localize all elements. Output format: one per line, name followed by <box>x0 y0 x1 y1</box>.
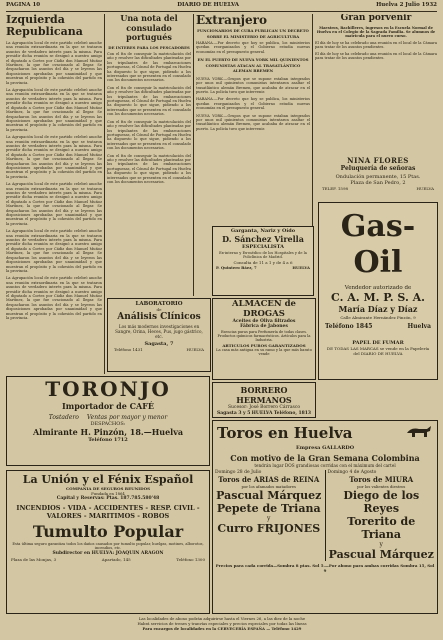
paper-name: DIARIO DE HUELVA <box>177 2 240 8</box>
ad-laboratorio <box>107 298 211 372</box>
corrida-sub: por los afamados matadores <box>241 484 296 489</box>
ad-title-de: de <box>156 307 162 312</box>
article-subtitle-2: EN EL PUERTO DE NUEVA YORK MIL QUINIENTOS COMUNISTAS ATACAN AL TRASATLÁNTICO ALEMAN BREMEN <box>197 57 309 74</box>
ad-phone: Teléfono 1300 <box>176 557 205 562</box>
ad-phone: Teléfono, 1813 <box>273 411 311 416</box>
ad-title: TORONJO <box>45 377 171 401</box>
ad-title: ALMACEN de DROGAS <box>232 299 296 319</box>
ad-body: Ex-interno y Ex-médico de los Hospitales y de la Policlínica de Madrid. <box>219 251 307 259</box>
ad-phone: Teléfono 1431 <box>114 347 143 352</box>
column-divider <box>193 14 194 296</box>
article-body: Con el fin de conseguir la matriculación del año y resolver las dificultades planteadas por los tripulantes de las embarcaciones portuguesas, el Cónsul de Portugal en Huelva ha dispuesto lo que sigue, pidiendo a los interesados que se presenten en el consulado con los documentos necesarios. <box>107 52 191 83</box>
ad-borrero <box>212 382 316 418</box>
ad-specialty: ESPECIALISTA <box>242 244 284 250</box>
article-body-cont2: NUEVA YORK.—Grupos que se supone estaban integrados por unos mil quinientos comunistas intentaron asaltar el trasatlántico alemán Bremen, que acababa de atracar en el puerto. La policía tuvo que intervenir. <box>196 113 310 131</box>
corrida-date: Domingo 4 de Agosto <box>327 470 377 475</box>
article-title: Extranjero <box>196 14 267 27</box>
ad-title: NINA FLORES <box>347 156 409 165</box>
ad-toros <box>212 420 438 614</box>
matador-3: Pascual Márquez <box>328 548 434 561</box>
ad-empresa: Empresa GALLARDO <box>295 445 355 451</box>
ad-capital: Capital y Reservas: Ptas. 187.785.580'48 <box>56 496 160 501</box>
article-consulado <box>107 14 191 294</box>
ad-subtitle: COMPAÑIA DE SEGUROS REUNIDOS <box>65 486 150 491</box>
ad-subtitle: Sucesor: José Borrero Cárrasco <box>227 405 301 410</box>
ad-subtitle: Análisis Clínicos <box>117 312 201 322</box>
article-subtitle: DE INTERES PARA LOS PESCADORES <box>108 44 190 50</box>
ad-classified-title: PAPEL DE FUMAR <box>352 340 404 346</box>
article-body-cont3: Con el fin de conseguir la matriculación del año y resolver las dificultades planteadas por los tripulantes de las embarcaciones portuguesas, el Cónsul de Portugal en Huelva ha dispuesto lo que sigue, pidiendo a los interesados que se presenten en el consulado con los documentos necesarios. <box>107 153 191 184</box>
corrida-1 <box>213 470 326 561</box>
matador-1: Diego de los Reyes <box>343 489 420 515</box>
ad-line4: ARTICULOS PUROS GARANTIZADOS <box>222 343 306 348</box>
ad-city: HUELVA <box>251 411 273 416</box>
ad-gasoil <box>318 202 438 380</box>
ad-address: Plaza de San Pedro, 2 <box>350 180 406 186</box>
ad-city: HUELVA <box>416 186 434 191</box>
ad-title: La Unión y el Fénix Español <box>22 473 194 486</box>
corrida-bulls: Toros de MIURA <box>349 475 414 484</box>
ad-promo: Ondulación permanente, 15 Ptas. <box>335 174 421 180</box>
article-body-cont3: La Agrupación local de este partido celebró anoche una reunión extraordinaria en la que se trataron asuntos de verdadero interés para la misma. Para presidir dicha reunión se designó a nuestro amigo el diputado a Cortes por Cádiz don Manuel Muñoz Martínez, la que fue ovacionado al llegar. Se despacharon los asuntos del día y se leyeron las disposiciones aprobadas por unanimidad y que muestran el propósito y la cohesión del partido en la provincia. <box>6 182 102 226</box>
ad-prices: Precios para cada corrida—Sombra 8 ptas. Sol 5.—Por abono para ambas corridas Sombra 15, Sol 9 <box>215 563 435 573</box>
ad-city: Huelva <box>407 323 431 330</box>
ad-garganta <box>212 226 314 296</box>
ad-almacen <box>212 298 316 380</box>
ad-line2: Fábrica de Jabones <box>240 324 288 329</box>
ad-classified-body: DE TODAS LAS MARCAS se vende en la Papelería del DIARIO DE HUELVA <box>326 346 430 356</box>
corrida-bulls: Toros de ARIAS de REINA <box>218 475 320 484</box>
ad-subtitle: Peluquería de señoras <box>340 165 416 172</box>
article-gran-porvenir <box>315 14 437 154</box>
ad-address: Almirante H. Pinzón, 18.—Huelva <box>32 427 184 437</box>
article-title: Gran porvenir <box>340 14 412 23</box>
ad-ventas: Ventas por mayor y menor <box>86 414 168 421</box>
ad-risks: INCENDIOS - VIDA - ACCIDENTES - RESP. CIVIL - VALORES - MARITIMOS - ROBOS <box>16 504 200 520</box>
ad-title: BORRERO HERMANOS <box>236 385 292 405</box>
ad-toronjo <box>6 376 210 466</box>
matador-2: Torerito de Triana <box>347 515 416 541</box>
article-body-cont: Con el fin de conseguir la matriculación del año y resolver las dificultades planteadas por los tripulantes de las embarcaciones portuguesas, el Cónsul de Portugal en Huelva ha dispuesto lo que sigue, pidiendo a los interesados que se presenten en el consulado con los documentos necesarios. <box>107 85 191 117</box>
ad-phone: TELEF. 1598 <box>322 186 349 191</box>
article-body-2: El día de hoy se ha celebrado una reunión en el local de la Cámara para tratar de los asuntos pendientes. <box>315 40 437 50</box>
article-body-cont2: La Agrupación local de este partido celebró anoche una reunión extraordinaria en la que se trataron asuntos de verdadero interés para la misma. Para presidir dicha reunión se designó a nuestro amigo el diputado a Cortes por Cádiz don Manuel Muñoz Martínez, la que fue ovacionado al llegar. Se despacharon los asuntos del día y se leyeron las disposiciones aprobadas por unanimidad y que muestran el propósito y la cohesión del partido en la provincia. <box>6 135 102 179</box>
ad-consult: Consulta de 11 a 1 y de 4 a 6 <box>233 260 293 265</box>
ad-line3: Esencias puras para Perfumería de todas clases. Productos químicos farmacéuticos. Artículos para la Industria. <box>217 330 311 342</box>
ad-banner: Con motivo de la Gran Semana Colombina <box>230 453 420 463</box>
conjunction: y <box>267 515 271 522</box>
ad-title: Garganta, Nariz y Oído <box>230 228 296 234</box>
ad-doctor: D. Sánchez Virella <box>222 234 304 244</box>
corrida-date: Domingo 28 de Julio <box>215 470 262 475</box>
corrida-2 <box>326 470 438 561</box>
ad-agent: Subdirector en HUELVA: JOAQUIN ARAGON <box>52 551 164 556</box>
ad-tostadero: Tostadero <box>48 414 79 421</box>
ad-line1: Aceites de Oliva filtrados <box>232 319 296 324</box>
ad-union-fenix <box>6 470 210 614</box>
ad-tumulto: Tumulto Popular <box>32 522 184 541</box>
page-number: PAGINA 10 <box>6 2 41 8</box>
article-body: Maestros, Bachilleres, ingresos en la Escuela Normal de Huelva en el Colegio de la Sagrada Familia. Se alumnos de matrícula para el nuevo curso. <box>316 25 436 39</box>
ad-title: Gas-Oil <box>340 209 416 280</box>
page-header <box>6 2 437 12</box>
matador-1: Pascual Márquez <box>216 489 322 502</box>
article-body-cont: HABANA.—Por decreto que hoy se publica, los ministerios quedan reorganizados y el Gobierno estudia nuevas economías en el presupuesto general. <box>196 97 310 111</box>
ad-address: Plaza de las Monjas, 3 <box>11 557 57 562</box>
footer-note-3: Para encargos de localidades en la CERVECERÍA ESPAÑA — Teléfono 1429 <box>142 626 302 631</box>
issue-date: Huelva 2 Julio 1932 <box>376 2 437 8</box>
article-body-3: El día de hoy se ha celebrado una reunión en el local de la Cámara para tratar de los asuntos pendientes. <box>315 51 437 60</box>
ad-apartado: Apartado, 145 <box>101 557 131 562</box>
ad-address: Sagasta 3 y 5 <box>217 411 251 416</box>
ad-phone: Teléfono 1712 <box>88 437 128 443</box>
column-divider <box>104 14 105 374</box>
ad-brand: C. A. M. P. S. A. <box>331 291 425 304</box>
article-title: Izquierda Republicana <box>6 14 83 38</box>
footer-notes <box>6 616 438 638</box>
article-body-cont5: La Agrupación local de este partido celebró anoche una reunión extraordinaria en la que se trataron asuntos de verdadero interés para la misma. Para presidir dicha reunión se designó a nuestro amigo el diputado a Cortes por Cádiz don Manuel Muñoz Martínez, la que fue ovacionado al llegar. Se despacharon los asuntos del día y se leyeron las disposiciones aprobadas por unanimidad y que muestran el propósito y la cohesión del partido en la provincia. <box>6 276 102 320</box>
conjunction: y <box>379 541 383 548</box>
footer-note-2: Habrá servicios de trenes y tranvías especiales y precios especiales por todas las líneas <box>137 621 307 626</box>
ad-tumulto-body: Esta última seguro garantiza todos los daños causados por tumulto popular, huelgas, motines, alborotos, incendios, etc. <box>12 542 204 550</box>
article-body: HABANA.—Por decreto que hoy se publica, los ministerios quedan reorganizados y el Gobierno estudia nuevas economías en el presupuesto general. <box>196 41 310 54</box>
ad-address: P. Quintero Báez, 7 <box>216 265 257 270</box>
ad-address: Sagasta, 7 <box>144 341 174 347</box>
article-body-2: NUEVA YORK.—Grupos que se supone estaban integrados por unos mil quinientos comunistas intentaron asaltar el trasatlántico alemán Bremen, que acababa de atracar en el puerto. La policía tuvo que intervenir. <box>196 76 310 94</box>
ad-title: LABORATORIO <box>135 301 183 307</box>
ad-title: Toros en Huelva <box>217 424 353 442</box>
ad-phone: Teléfono 1845 <box>325 323 373 330</box>
ad-body: Los más modernos investigaciones en Sangre, Orina, Heces, Pus, jugo gástrico, etc. <box>115 324 203 339</box>
article-izquierda <box>6 14 102 372</box>
article-body: La Agrupación local de este partido celebró anoche una reunión extraordinaria en la que se trataron asuntos de verdadero interés para la misma. Para presidir dicha reunión se designó a nuestro amigo el diputado a Cortes por Cádiz don Manuel Muñoz Martínez, la que fue ovacionado al llegar. Se despacharon los asuntos del día y se leyeron las disposiciones aprobadas por unanimidad y que muestran el propósito y la cohesión del partido en la provincia. <box>6 41 102 85</box>
article-body-cont: La Agrupación local de este partido celebró anoche una reunión extraordinaria en la que se trataron asuntos de verdadero interés para la misma. Para presidir dicha reunión se designó a nuestro amigo el diputado a Cortes por Cádiz don Manuel Muñoz Martínez, la que fue ovacionado al llegar. Se despacharon los asuntos del día y se leyeron las disposiciones aprobadas por unanimidad y que muestran el propósito y la cohesión del partido en la provincia. <box>6 88 102 132</box>
article-title: Una nota del consulado portugués <box>120 14 178 42</box>
article-body-cont2: Con el fin de conseguir la matriculación del año y resolver las dificultades planteadas por los tripulantes de las embarcaciones portuguesas, el Cónsul de Portugal en Huelva ha dispuesto lo que sigue, pidiendo a los interesados que se presenten en el consulado con los documentos necesarios. <box>107 119 191 151</box>
ad-subtitle: Vendedor autorizado de <box>344 285 412 291</box>
article-body-cont4: La Agrupación local de este partido celebró anoche una reunión extraordinaria en la que se trataron asuntos de verdadero interés para la misma. Para presidir dicha reunión se designó a nuestro amigo el diputado a Cortes por Cádiz don Manuel Muñoz Martínez, la que fue ovacionado al llegar. Se despacharon los asuntos del día y se leyeron las disposiciones aprobadas por unanimidad y que muestran el propósito y la cohesión del partido en la provincia. <box>6 229 102 273</box>
ad-city: HUELVA <box>186 347 204 352</box>
ad-nina-flores <box>318 156 438 198</box>
ad-despachos: DESPACHOS: <box>90 421 126 427</box>
ad-city: HUELVA <box>292 265 310 270</box>
ad-founded: Fundada en 1864 <box>91 491 125 496</box>
matador-3: Curro FRIJONES <box>217 522 321 535</box>
bull-icon <box>405 423 433 443</box>
ad-address: Calle Almirante Hernández Pinzón, 9 <box>340 315 416 320</box>
matador-2: Pepete de Triana <box>216 502 321 515</box>
corrida-sub: por los valientes diestros <box>357 484 406 489</box>
ad-vendor: María Díaz y Díaz <box>338 304 418 314</box>
ad-line5: La casa más antigua en su ramo y la que más barato vende <box>216 348 312 356</box>
ad-subtitle: Importador de CAFÉ <box>62 401 154 411</box>
ad-banner-sub: tendrán lugar DOS grandiosas corridas con el máximum del cartel <box>254 463 396 468</box>
article-subtitle: FUNCIONARIOS DE CUBA PUBLICAN UN DECRETO SOBRE EL MINISTERIO DE AGRICULTURA <box>197 28 309 39</box>
footer-note-1: Las localidades de abono podrán adquirirse hasta el Viernes 26, a las diez de la noche <box>138 616 306 621</box>
